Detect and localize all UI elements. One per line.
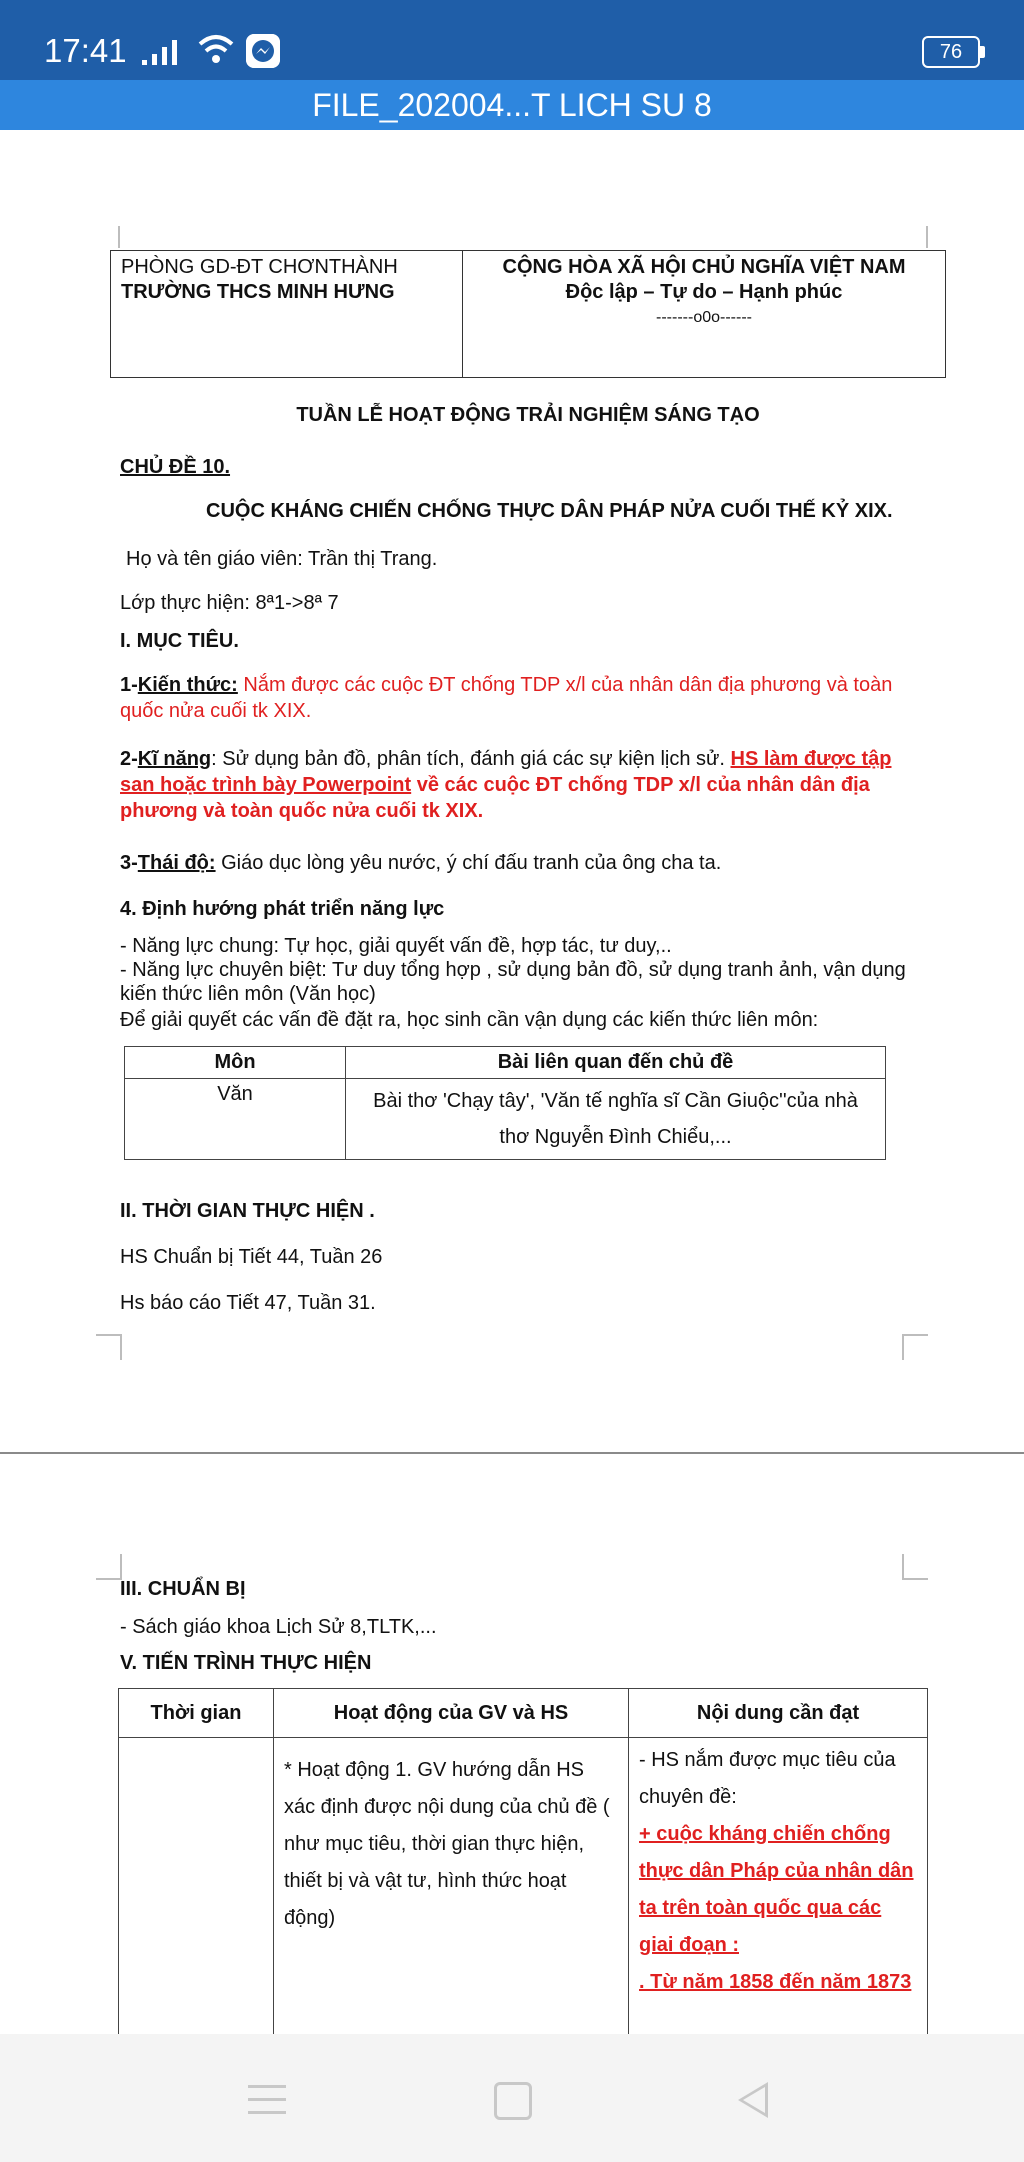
content-header: Nội dung cần đạt bbox=[629, 1689, 928, 1738]
document-header-table bbox=[110, 250, 946, 378]
skills-prefix: 2- bbox=[120, 748, 138, 770]
attitude-text: Giáo dục lòng yêu nước, ý chí đấu tranh của ông cha ta. bbox=[215, 852, 722, 874]
skills-text: : Sử dụng bản đồ, phân tích, đánh giá các sự kiện lịch sử. bbox=[211, 748, 731, 770]
page-corner-mark bbox=[96, 1554, 122, 1580]
lesson-header: Bài liên quan đến chủ đề bbox=[346, 1047, 886, 1079]
objective-skills bbox=[120, 746, 920, 824]
skills-label: Kĩ năng bbox=[137, 748, 212, 770]
wifi-icon bbox=[196, 32, 236, 66]
skills-red-2: hoặc trình bày Powerpoint bbox=[160, 774, 412, 796]
lesson-cell: Bài thơ 'Chạy tây', 'Văn tế nghĩa sĩ Cần Giuộc''của nhà thơ Nguyễn Đình Chiểu,... bbox=[346, 1079, 886, 1160]
activity-cell: * Hoạt động 1. GV hướng dẫn HS xác định được nội dung của chủ đề ( như mục tiêu, thời gian thực hiện, thiết bị và vật tư, hình thức hoạt động) bbox=[274, 1738, 629, 2077]
document-title: FILE_202004...T LICH SU 8 bbox=[312, 87, 712, 123]
signal-icon bbox=[140, 38, 184, 66]
competency-heading: 4. Định hướng phát triển năng lực bbox=[120, 898, 445, 920]
status-bar bbox=[0, 0, 1024, 80]
competency-specific: - Năng lực chuyên biệt: Tư duy tổng hợp , sử dụng bản đồ, sử dụng tranh ảnh, vận dụng kiến thức liên môn (Văn học) bbox=[120, 959, 906, 1005]
department-name: PHÒNG GD-ĐT CHƠNTHÀNH bbox=[121, 256, 398, 278]
knowledge-label: Kiến thức: bbox=[137, 674, 238, 696]
content-line-2: + cuộc kháng chiến chống thực dân Pháp của nhân dân ta trên toàn quốc qua các giai đoạn : bbox=[639, 1823, 914, 1956]
topic-heading: CHỦ ĐỀ 10. bbox=[120, 456, 231, 478]
page-corner-mark bbox=[902, 226, 928, 248]
back-icon[interactable] bbox=[738, 2082, 768, 2118]
objective-attitude bbox=[120, 850, 920, 876]
time-header: Thời gian bbox=[119, 1689, 274, 1738]
battery-level: 76 bbox=[939, 41, 963, 63]
attitude-prefix: 3- bbox=[120, 852, 138, 874]
home-icon[interactable] bbox=[494, 2082, 532, 2120]
page-corner-mark bbox=[96, 1334, 122, 1360]
knowledge-prefix: 1- bbox=[120, 674, 138, 696]
messenger-icon bbox=[246, 34, 280, 68]
process-table bbox=[118, 1688, 928, 2077]
country-name: CỘNG HÒA XÃ HỘI CHỦ NGHĨA VIỆT NAM bbox=[502, 256, 906, 278]
interdisciplinary-note: Để giải quyết các vấn đề đặt ra, học sinh cần vận dụng các kiến thức liên môn: bbox=[120, 1009, 819, 1031]
subject-cell: Văn bbox=[125, 1079, 346, 1160]
school-info bbox=[111, 251, 463, 377]
competency-general: - Năng lực chung: Tự học, giải quyết vấn đề, hợp tác, tư duy,.. bbox=[120, 935, 672, 957]
activity-header: Hoạt động của GV và HS bbox=[274, 1689, 629, 1738]
section-time: II. THỜI GIAN THỰC HIỆN . bbox=[120, 1200, 375, 1222]
skills-red-3: về các cuộc ĐT chống TDP x/l của nhân dân địa phương và toàn quốc nửa cuối tk XIX. bbox=[120, 774, 870, 822]
time-cell bbox=[119, 1738, 274, 2077]
teacher-name: Họ và tên giáo viên: Trần thị Trang. bbox=[126, 548, 438, 570]
content-line-3: . Từ năm 1858 đến năm 1873 bbox=[639, 1971, 912, 1993]
national-motto bbox=[463, 251, 945, 381]
week-title: TUẦN LỄ HOẠT ĐỘNG TRẢI NGHIỆM SÁNG TẠO bbox=[296, 404, 760, 426]
classes: Lớp thực hiện: 8ª1->8ª 7 bbox=[120, 592, 339, 614]
subject-header: Môn bbox=[125, 1047, 346, 1079]
status-time: 17:41 bbox=[44, 32, 127, 69]
materials: - Sách giáo khoa Lịch Sử 8,TLTK,... bbox=[120, 1616, 437, 1638]
content-cell bbox=[629, 1738, 928, 2077]
motto: Độc lập – Tự do – Hạnh phúc bbox=[565, 281, 843, 303]
motto-divider: -------o0o------ bbox=[656, 309, 752, 326]
section-process: V. TIẾN TRÌNH THỰC HIỆN bbox=[120, 1652, 372, 1674]
menu-icon[interactable] bbox=[248, 2085, 286, 2115]
content-line-1: - HS nắm được mục tiêu của chuyên đề: bbox=[639, 1749, 896, 1808]
page-corner-mark bbox=[902, 1334, 928, 1360]
prep-time: HS Chuẩn bị Tiết 44, Tuần 26 bbox=[120, 1246, 383, 1268]
page-corner-mark bbox=[902, 1554, 928, 1580]
section-preparation: III. CHUẨN BỊ bbox=[120, 1578, 246, 1600]
page-break bbox=[0, 1452, 1024, 1454]
knowledge-text: Nắm được các cuộc ĐT chống TDP x/l của nhân dân địa phương và toàn quốc nửa cuối tk XIX. bbox=[120, 674, 893, 722]
subject-table bbox=[124, 1046, 886, 1160]
attitude-label: Thái độ: bbox=[137, 852, 216, 874]
objective-knowledge bbox=[120, 672, 920, 724]
school-name: TRƯỜNG THCS MINH HƯNG bbox=[121, 281, 395, 303]
skills-red-1: HS làm được tập san bbox=[120, 748, 892, 796]
report-time: Hs báo cáo Tiết 47, Tuần 31. bbox=[120, 1292, 376, 1314]
battery-icon bbox=[922, 36, 980, 68]
section-objectives: I. MỤC TIÊU. bbox=[120, 630, 239, 652]
document-title-bar bbox=[0, 80, 1024, 130]
topic-title: CUỘC KHÁNG CHIẾN CHỐNG THỰC DÂN PHÁP NỬA CUỐI THẾ KỶ XIX. bbox=[206, 500, 893, 522]
page-corner-mark bbox=[118, 226, 144, 248]
